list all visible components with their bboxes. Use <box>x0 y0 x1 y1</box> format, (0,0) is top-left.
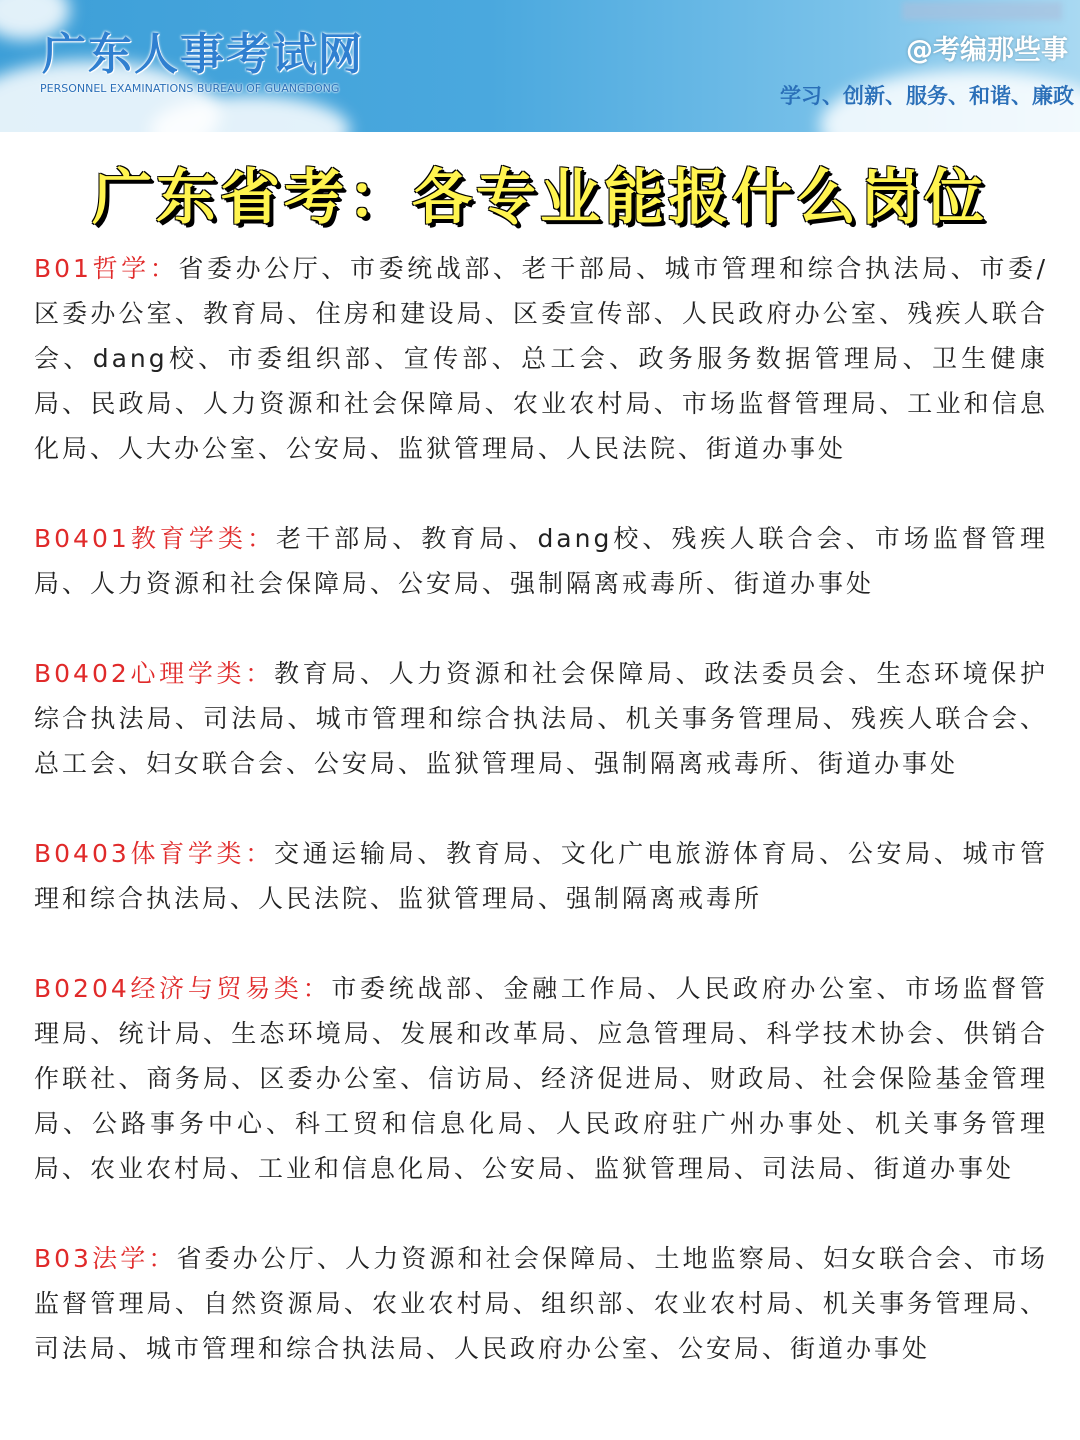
author-handle: @考编那些事 <box>906 35 1068 66</box>
major-section <box>34 1236 1048 1371</box>
major-section <box>34 831 1048 921</box>
major-label: B0402心理学类： <box>34 659 274 688</box>
major-section <box>34 516 1048 606</box>
major-section <box>34 246 1048 471</box>
site-banner <box>0 0 1080 132</box>
position-list: 老干部局、教育局、dang校、残疾人联合会、市场监督管理局、人力资源和社会保障局、公安局、强制隔离戒毒所、街道办事处 <box>34 524 1049 598</box>
major-label: B0401教育学类： <box>34 524 277 553</box>
major-section <box>34 651 1048 786</box>
position-list: 教育局、人力资源和社会保障局、政法委员会、生态环境保护综合执法局、司法局、城市管理和综合执法局、机关事务管理局、残疾人联合会、总工会、妇女联合会、公安局、监狱管理局、强制隔离戒毒所、街道办事处 <box>34 659 1048 778</box>
site-name-en: PERSONNEL EXAMINATIONS BUREAU OF GUANGDONG <box>40 82 340 95</box>
blurred-area <box>902 2 1062 20</box>
slogan: 学习、创新、服务、和谐、廉政 <box>780 84 1074 108</box>
position-list: 交通运输局、教育局、文化广电旅游体育局、公安局、城市管理和综合执法局、人民法院、监狱管理局、强制隔离戒毒所 <box>34 839 1048 913</box>
position-list: 省委办公厅、人力资源和社会保障局、土地监察局、妇女联合会、市场监督管理局、自然资源局、农业农村局、组织部、农业农村局、机关事务管理局、司法局、城市管理和综合执法局、人民政府办公室、公安局、街道办事处 <box>34 1244 1048 1363</box>
site-name: 广东人事考试网 <box>42 29 364 80</box>
major-label: B0204经济与贸易类： <box>34 974 332 1003</box>
position-list: 市委统战部、金融工作局、人民政府办公室、市场监督管理局、统计局、生态环境局、发展和改革局、应急管理局、科学技术协会、供销合作联社、商务局、区委办公室、信访局、经济促进局、财政局、社会保险基金管理局、公路事务中心、科工贸和信息化局、人民政府驻广州办事处、机关事务管理局、农业农村局、工业和信息化局、公安局、监狱管理局、司法局、街道办事处 <box>34 974 1048 1183</box>
major-label: B01哲学： <box>34 254 179 283</box>
position-list: 省委办公厅、市委统战部、老干部局、城市管理和综合执法局、市委/区委办公室、教育局、住房和建设局、区委宣传部、人民政府办公室、残疾人联合会、dang校、市委组织部、宣传部、总工会、政务服务数据管理局、卫生健康局、民政局、人力资源和社会保障局、农业农村局、市场监督管理局、工业和信息化局、人大办公室、公安局、监狱管理局、人民法院、街道办事处 <box>34 254 1048 463</box>
major-label: B0403体育学类： <box>34 839 274 868</box>
major-label: B03法学： <box>34 1244 177 1273</box>
content <box>34 246 1048 1416</box>
major-section <box>34 966 1048 1191</box>
page-title: 广东省考：各专业能报什么岗位 <box>92 163 988 233</box>
